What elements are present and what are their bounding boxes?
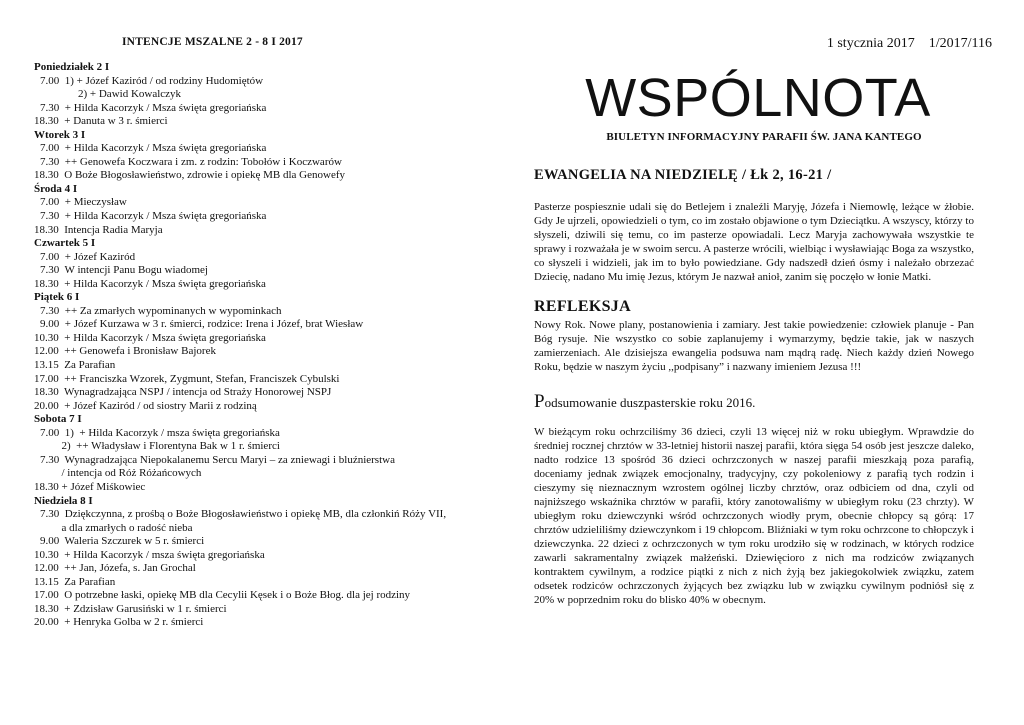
day-label: Sobota 7 I <box>34 413 82 426</box>
reflection-text: Nowy Rok. Nowe plany, postanowienia i zamiary. Jest takie powiedzenie: człowiek planuje - Pan Bóg rysuje. Nie wszystko co sobie zaplanujemy i wymarzymy, będzie takie, jak w naszych zamierzeniach. Ale dzisiejsza ewangelia podsuwa nam mądrą radę. Niech każdy dzień Nowego Roku, będzie w naszym życiu ,,podpisany” i nazwany imieniem Jezusa !!! <box>534 319 974 373</box>
mass-entry: 2) + Dawid Kowalczyk <box>34 88 182 101</box>
gospel-heading: EWANGELIA NA NIEDZIELĘ / Łk 2, 16-21 / <box>534 167 832 183</box>
mass-entry: 9.00 + Józef Kurzawa w 3 r. śmierci, rodzice: Irena i Józef, brat Wiesław <box>40 318 364 331</box>
mass-entry: 20.00 + Józef Kaziród / od siostry Marii z rodziną <box>34 399 257 412</box>
masthead-subtitle: BIULETYN INFORMACYJNY PARAFII ŚW. JANA KANTEGO <box>606 131 922 143</box>
summary-heading-initial: P <box>534 391 545 412</box>
mass-entry: 7.30 W intencji Panu Bogu wiadomej <box>40 264 208 277</box>
mass-entry: 7.30 + Hilda Kacorzyk / Msza święta gregoriańska <box>40 210 267 223</box>
issue-header <box>534 36 992 52</box>
mass-entry: 18.30 + Zdzisław Garusiński w 1 r. śmierci <box>34 602 227 615</box>
mass-entry: 7.30 ++ Za zmarłych wypominanych w wypominkach <box>40 304 282 317</box>
mass-entry: 18.30 + Hilda Kacorzyk / Msza święta gregoriańska <box>34 277 266 290</box>
mass-entry: 2) ++ Władysław i Florentyna Bak w 1 r. śmierci <box>34 440 280 453</box>
mass-entry: 7.30 ++ Genowefa Koczwara i zm. z rodzin: Tobołów i Koczwarów <box>40 155 342 168</box>
issue-number: 1/2017/116 <box>928 36 992 51</box>
mass-entry: 7.30 Wynagradzająca Niepokalanemu Sercu Maryi – za zniewagi i bluźnierstwa <box>40 453 395 466</box>
issue-date: 1 stycznia 2017 <box>826 36 915 51</box>
mass-entry: 18.30 + Danuta w 3 r. śmierci <box>34 115 168 128</box>
summary-text: W bieżącym roku ochrzciliśmy 36 dzieci, czyli 13 więcej niż w roku ubiegłym. Wprawdzie do średniej rocznej chrztów w 33-letniej historii naszej parafii, która sięga 54 osób jest jeszcze daleko, nadto rodzice 13 spośród 36 dzieci ochrzczonych w naszej parafii mieszkają poza parafią, doceniamy jednak związek emocjonalny, tradycyjny, czy pokoleniowy z parafią tych rodzin i cieszymy się nieznacznym wzrostem ogólnej liczby chrztów, oraz odbiciem od dna, czyli od najniższego wskaźnika chrztów w parafii, który zanotowaliśmy w ubiegłym roku (23 chrzty). W ubiegłym roku dziewczynki wśród ochrzczonych wiodły prym, obecnie chłopcy są górą: 17 chrztów udzieliliśmy dziewczynkom i 19 chłopcom. Bliźniaki w tym roku ochrzcone to chłopczyk i dziewczynka. 22 dzieci z ochrzczonych w tym roku urodziło się w rodzinach, w których rodzice zawarli sakramentalny związek małżeński. Dziewięcioro z nich ma rodziców związanych kontraktem cywilnym, a rodzice piątki z nich z nich żyją bez jakiegokolwiek związku, zatem odsetek rodziców ochrzczonych żyjących bez związku lub w związku cywilnym podniósł się z 20% w poprzednim roku do blisko 40% w obecnym. <box>534 426 974 606</box>
day-label: Środa 4 I <box>34 182 78 195</box>
summary-heading <box>534 391 974 413</box>
mass-entry: 10.30 + Hilda Kacorzyk / msza święta gregoriańska <box>34 548 265 561</box>
mass-entry: a dla zmarłych o radość nieba <box>34 521 193 534</box>
mass-entry: 7.30 + Hilda Kacorzyk / Msza święta gregoriańska <box>40 101 267 114</box>
mass-intentions-list <box>34 61 504 630</box>
day-label: Poniedziałek 2 I <box>34 61 110 73</box>
day-label: Wtorek 3 I <box>34 128 86 141</box>
day-label: Piątek 6 I <box>34 291 80 304</box>
mass-entry: 18.30 Wynagradzająca NSPJ / intencja od Straży Honorowej NSPJ <box>34 386 332 399</box>
mass-entry: 7.00 1) + Hilda Kacorzyk / msza święta gregoriańska <box>40 426 280 439</box>
mass-entry: 7.00 + Hilda Kacorzyk / Msza święta gregoriańska <box>40 142 267 155</box>
gospel-text: Pasterze pospiesznie udali się do Betlejem i znaleźli Maryję, Józefa i Niemowlę, leżące w żłobie. Gdy Je ujrzeli, opowiedzieli o tym, co im zostało objawione o tym Dzieciątku. A wszyscy, którzy to słyszeli, dziwili się temu, co im pasterze opowiadali. Lecz Maryja zachowywała wszystkie te sprawy i rozważała je w swoim sercu. A pasterze wrócili, wielbiąc i wysławiając Boga za wszystko, co słyszeli i widzieli, jak im to było powiedziane. Gdy nadszedł dzień ósmy i należało obrzezać Dziecię, nadano Mu imię Jezus, którym Je nazwał anioł, zanim się poczęło w łonie Matki. <box>534 201 974 283</box>
mass-entry: 18.30 Intencja Radia Maryja <box>34 223 163 236</box>
reflection-heading: REFLEKSJA <box>534 298 631 315</box>
mass-entry: 12.00 ++ Genowefa i Bronisław Bajorek <box>34 345 216 358</box>
mass-entry: 13.15 Za Parafian <box>34 575 116 588</box>
mass-entry: 7.00 + Mieczysław <box>40 196 127 209</box>
mass-entry: 17.00 ++ Franciszka Wzorek, Zygmunt, Stefan, Franciszek Cybulski <box>34 372 340 385</box>
mass-entry: 20.00 + Henryka Golba w 2 r. śmierci <box>34 616 204 629</box>
day-label: Niedziela 8 I <box>34 494 93 507</box>
mass-intentions-title: INTENCJE MSZALNE 2 - 8 I 2017 <box>122 36 303 48</box>
mass-entry: 7.30 Dziękczynna, z prośbą o Boże Błogosławieństwo i opiekę MB, dla członkiń Róży VII, <box>40 508 447 521</box>
masthead-title: WSPÓLNOTA <box>585 68 931 128</box>
mass-entry: 9.00 Waleria Szczurek w 5 r. śmierci <box>40 535 205 548</box>
mass-entry: 17.00 O potrzebne łaski, opiekę MB dla Cecylii Kęsek i o Boże Błog. dla jej rodziny <box>34 589 411 602</box>
summary-heading-rest: odsumowanie duszpasterskie roku 2016. <box>544 395 756 410</box>
mass-entry: 10.30 + Hilda Kacorzyk / Msza święta gregoriańska <box>34 331 266 344</box>
mass-entry: / intencja od Róż Różańcowych <box>34 467 202 480</box>
mass-entry: 7.00 + Józef Kaziród <box>40 250 136 263</box>
mass-entry: 18.30 + Józef Miśkowiec <box>34 480 146 493</box>
mass-entry: 18.30 O Boże Błogosławieństwo, zdrowie i opiekę MB dla Genowefy <box>34 169 345 182</box>
mass-entry: 13.15 Za Parafian <box>34 359 116 372</box>
mass-entry: 12.00 ++ Jan, Józefa, s. Jan Grochal <box>34 562 196 575</box>
bulletin-column <box>534 36 992 607</box>
mass-entry: 7.00 1) + Józef Kaziród / od rodziny Hudomiętów <box>40 74 264 87</box>
day-label: Czwartek 5 I <box>34 237 96 250</box>
mass-intentions-column <box>34 36 504 630</box>
